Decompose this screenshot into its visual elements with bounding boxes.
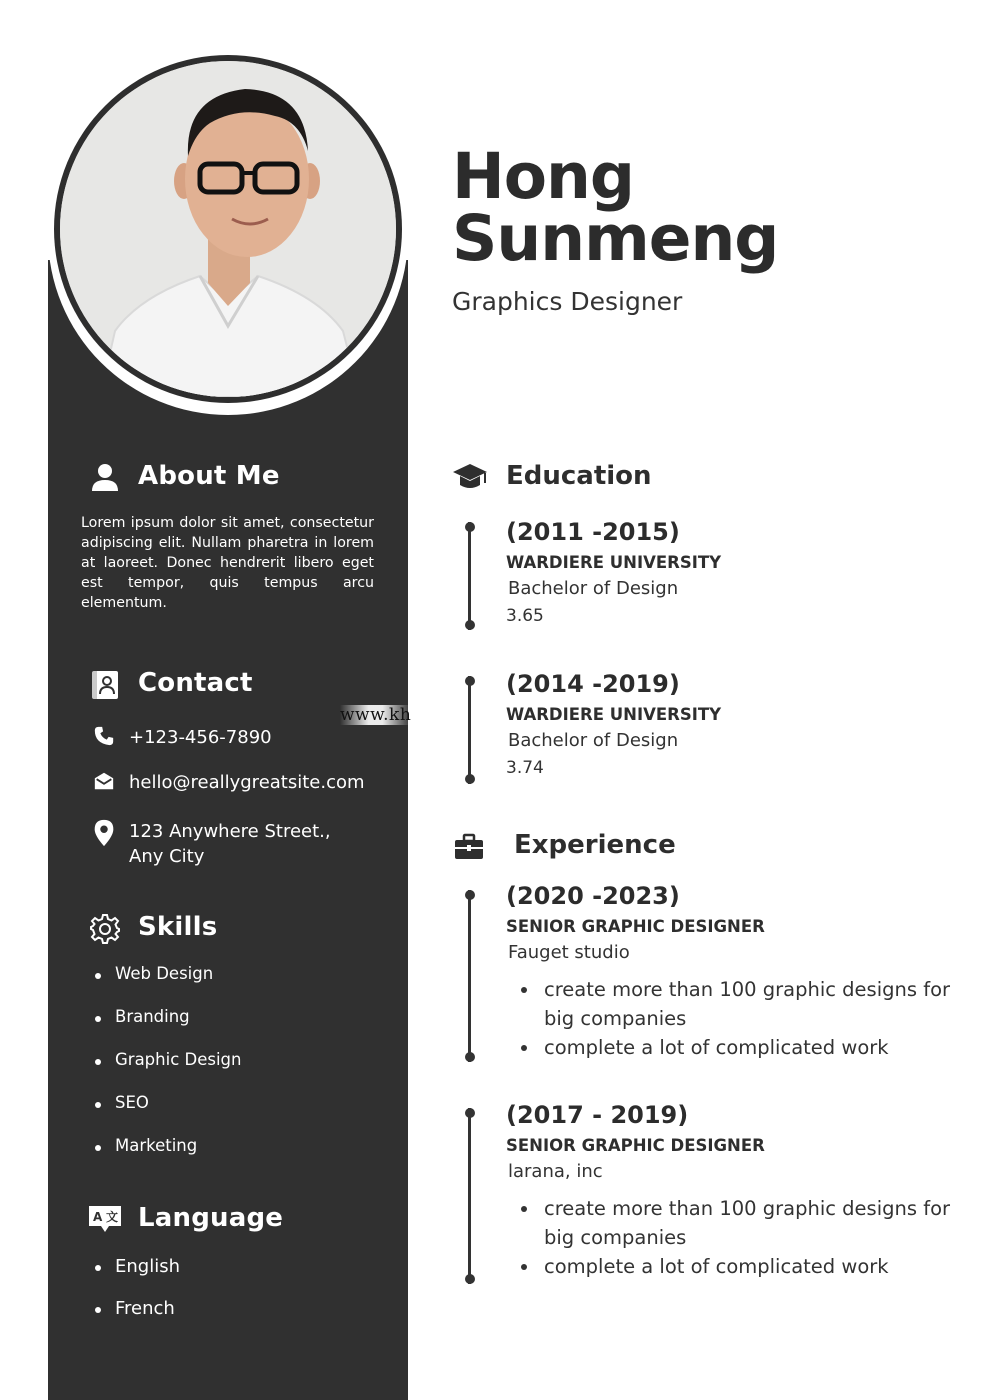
education-school: WARDIERE UNIVERSITY [506,705,722,724]
experience-bullet: complete a lot of complicated work [506,1033,964,1062]
experience-bullet: complete a lot of complicated work [506,1252,964,1281]
svg-text:文: 文 [106,1210,119,1224]
svg-text:A: A [93,1210,103,1224]
phone-icon [90,725,118,747]
education-degree: Bachelor of Design [508,730,679,751]
timeline-dot [465,676,475,686]
experience-position: SENIOR GRAPHIC DESIGNER [506,1136,765,1155]
briefcase-icon [453,833,485,861]
profile-photo [60,61,396,397]
education-timeline-1 [465,522,475,630]
experience-bullets [506,1194,956,1281]
education-gpa: 3.74 [506,758,544,778]
contact-address: 123 Anywhere Street., Any City [129,821,331,867]
mail-icon [90,770,118,792]
contact-title: Contact [138,668,253,698]
education-school: WARDIERE UNIVERSITY [506,553,722,572]
experience-company: larana, inc [508,1161,603,1182]
education-years: (2011 -2015) [506,518,680,546]
timeline-dot [465,1274,475,1284]
name-last: Sunmeng [452,202,779,275]
education-entry [506,517,956,626]
education-title: Education [506,461,652,491]
skill-item: Marketing [92,1136,241,1179]
timeline-dot [465,890,475,900]
skill-item: SEO [92,1093,241,1136]
contact-card-icon [90,670,120,700]
timeline-line [468,522,471,630]
timeline-dot [465,774,475,784]
experience-years: (2017 - 2019) [506,1101,689,1129]
education-gpa: 3.65 [506,606,544,626]
experience-title: Experience [514,830,676,860]
experience-bullet: create more than 100 graphic designs for big companies [506,975,964,1033]
experience-company: Fauget studio [508,942,630,963]
timeline-line [468,676,471,784]
experience-bullet: create more than 100 graphic designs for big companies [506,1194,964,1252]
education-degree: Bachelor of Design [508,578,679,599]
graduation-cap-icon [452,461,488,493]
timeline-dot [465,620,475,630]
timeline-line [468,1108,471,1284]
experience-entry [506,1100,956,1281]
about-title: About Me [138,461,280,491]
experience-years: (2020 -2023) [506,882,680,910]
contact-phone[interactable]: +123-456-7890 [129,727,272,748]
timeline-line [468,890,471,1062]
experience-entry [506,881,956,1062]
name-first: Hong [452,140,634,213]
location-pin-icon [90,819,118,847]
contact-email[interactable]: hello@reallygreatsite.com [129,772,365,793]
experience-timeline-2 [465,1108,475,1284]
skills-title: Skills [138,912,218,942]
translate-icon [87,1204,123,1234]
language-list [92,1256,180,1340]
about-text: Lorem ipsum dolor sit amet, consectetur adipiscing elit. Nullam pharetra in lorem at laoreet. Donec hendrerit libero eget est tempor, quis tempus arcu elementum. [81,515,374,611]
skill-item: Web Design [92,964,241,1007]
language-title: Language [138,1203,284,1233]
user-icon [90,462,120,492]
experience-bullets [506,975,956,1062]
profile-photo-illustration [60,61,396,397]
language-item: English [92,1256,180,1298]
skill-item: Graphic Design [92,1050,241,1093]
watermark: www.kh [340,705,412,725]
job-title: Graphics Designer [452,287,683,316]
person-name [452,140,779,275]
experience-position: SENIOR GRAPHIC DESIGNER [506,917,765,936]
language-item: French [92,1298,180,1340]
education-entry [506,669,956,778]
timeline-dot [465,1052,475,1062]
gear-icon [89,913,121,945]
timeline-dot [465,522,475,532]
education-timeline-2 [465,676,475,784]
skills-list [92,964,241,1179]
education-years: (2014 -2019) [506,670,680,698]
experience-timeline-1 [465,890,475,1062]
skill-item: Branding [92,1007,241,1050]
timeline-dot [465,1108,475,1118]
